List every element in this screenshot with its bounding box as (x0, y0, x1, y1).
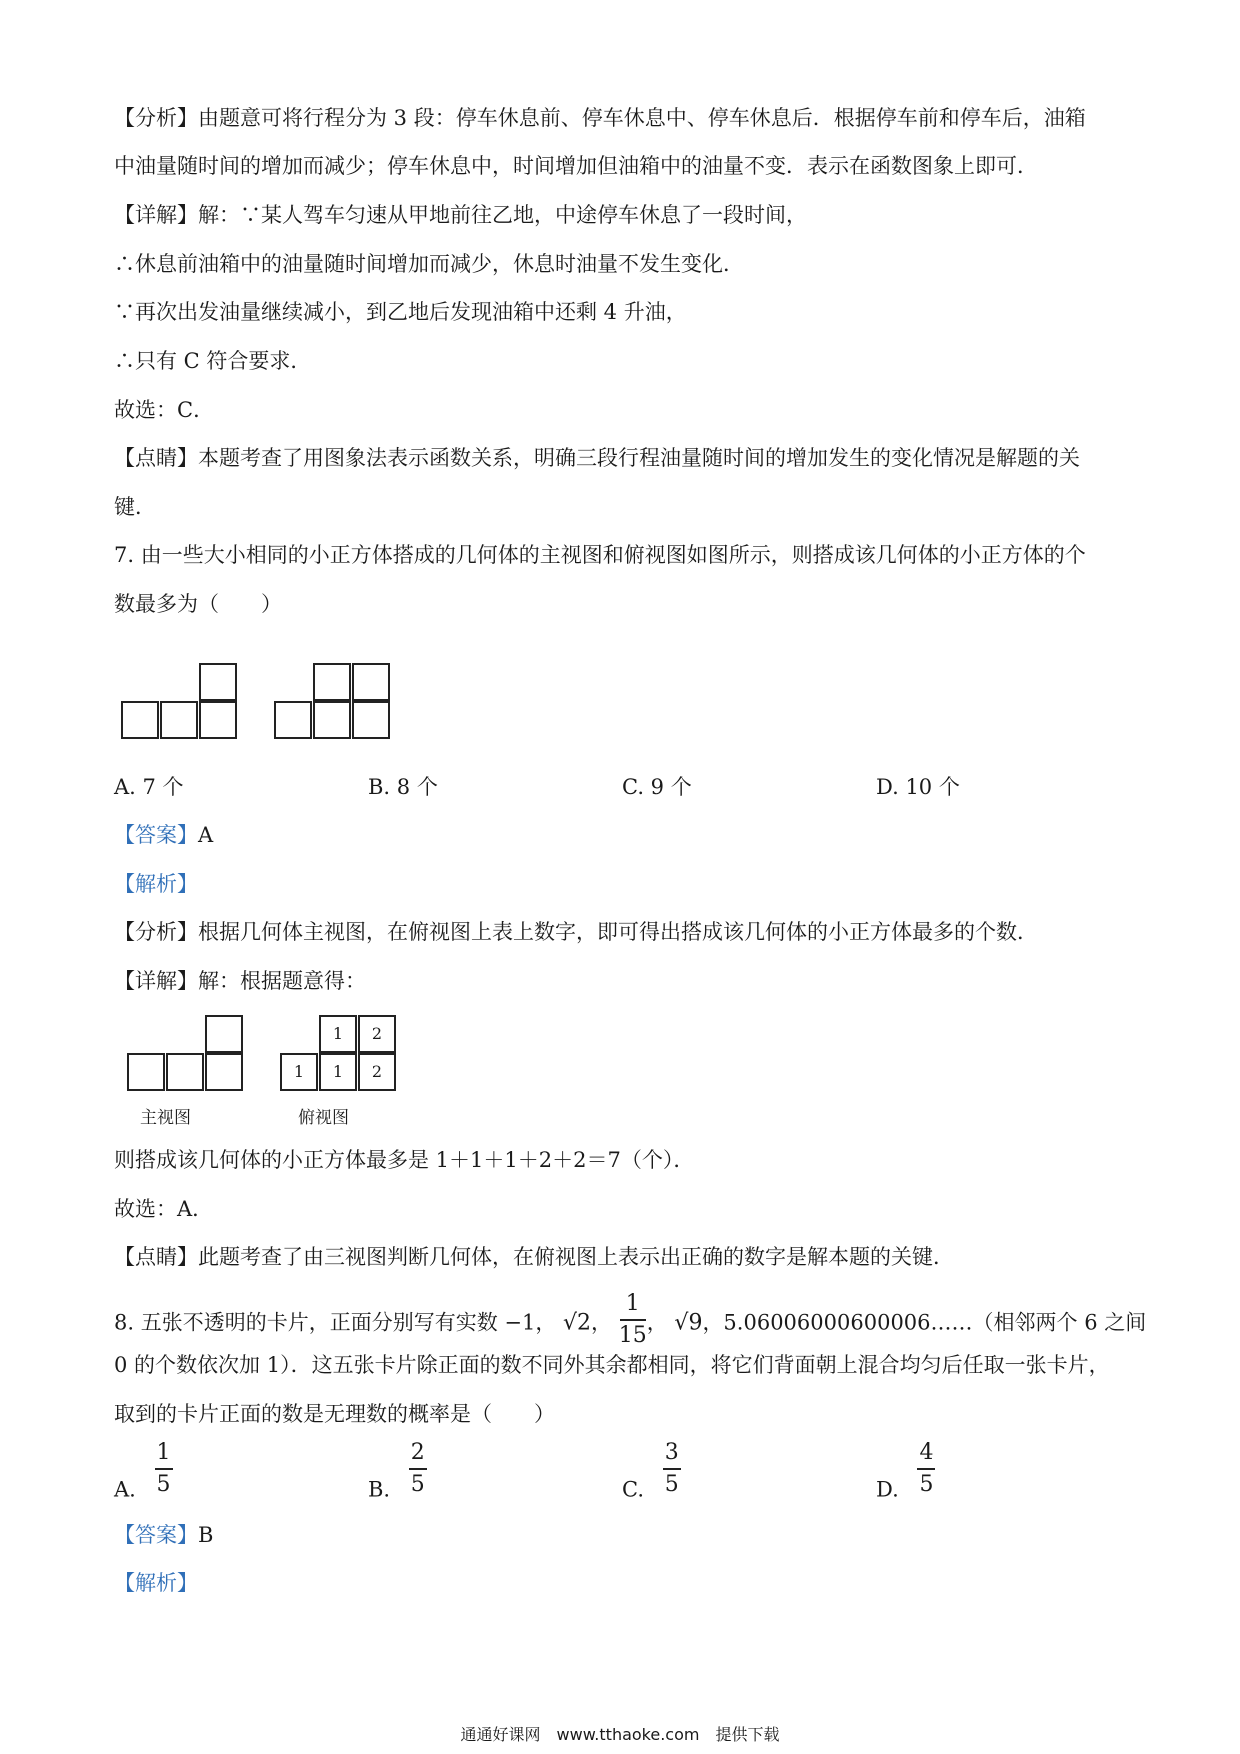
q7-choice: 故选：A． (114, 1197, 214, 1221)
sqrt-9: √9 (674, 1310, 703, 1336)
choice-line: 故选：C． (114, 398, 215, 422)
q7-option-a: A. 7 个 (114, 775, 184, 799)
q8-stem-line-2: 0 的个数依次加 1）．这五张卡片除正面的数不同外其余都相同，将它们背面朝上混合均匀后任取一张卡片， (114, 1353, 1110, 1377)
q8-stem-line-1: 8. 五张不透明的卡片，正面分别写有实数 −1， √2， $\frac{1}{15}$ ， √9，5.06006000600006……（相邻两个 6 之间 (114, 1291, 1147, 1348)
q8-option-b: B. $\frac{2}{5}$ (368, 1440, 425, 1502)
top-view-number: 1 (332, 1024, 344, 1043)
q7-answer: 【答案】A (114, 823, 214, 847)
top-view-number: 1 (293, 1062, 305, 1081)
q7-option-b: B. 8 个 (368, 775, 438, 799)
q8-stem-line-3: 取到的卡片正面的数是无理数的概率是（ ） (114, 1402, 555, 1426)
page-footer: 通通好课网 www.tthaoke.com 提供下载 (460, 1725, 780, 1744)
q7-remark: 【点睛】此题考查了由三视图判断几何体，在俯视图上表示出正确的数字是解本题的关键． (114, 1245, 954, 1269)
q7-stem-line-1: 7. 由一些大小相同的小正方体搭成的几何体的主视图和俯视图如图所示，则搭成该几何体的小正方体的个 (114, 543, 1086, 567)
analysis-line-2: 中油量随时间的增加而减少；停车休息中，时间增加但油箱中的油量不变．表示在函数图象上即可． (114, 154, 1038, 178)
top-view-number: 2 (371, 1062, 383, 1081)
q7-detail: 【详解】解：根据题意得： (114, 969, 366, 993)
top-view-label: 俯视图 (298, 1108, 349, 1128)
q7-analysis: 【分析】根据几何体主视图，在俯视图上表上数字，即可得出搭成该几何体的小正方体最多的个数． (114, 920, 1038, 944)
top-view-number: 2 (371, 1024, 383, 1043)
detail-line-4: ∴只有 C 符合要求． (114, 349, 312, 373)
q7-option-c: C. 9 个 (622, 775, 692, 799)
detail-line-2: ∴休息前油箱中的油量随时间增加而减少，休息时油量不发生变化． (114, 252, 744, 276)
q8-option-d: D. $\frac{4}{5}$ (876, 1440, 934, 1502)
q7-calculation: 则搭成该几何体的小正方体最多是 1＋1＋1＋2＋2＝7（个）． (114, 1148, 695, 1172)
remark-line-1: 【点睛】本题考查了用图象法表示函数关系，明确三段行程油量随时间的增加发生的变化情况是解题的关 (114, 446, 1080, 470)
detail-line-3: ∵再次出发油量继续减小，到乙地后发现油箱中还剩 4 升油， (114, 300, 687, 324)
q8-option-a: A. $\frac{1}{5}$ (114, 1440, 171, 1502)
q7-option-d: D. 10 个 (876, 775, 960, 799)
q8-option-c: C. $\frac{3}{5}$ (622, 1440, 679, 1502)
analysis-line-1: 【分析】由题意可将行程分为 3 段：停车休息前、停车休息中、停车休息后．根据停车前和停车后，油箱 (114, 106, 1086, 130)
top-view-number: 1 (332, 1062, 344, 1081)
remark-line-2: 键． (114, 495, 156, 519)
front-view-label: 主视图 (140, 1108, 191, 1128)
fraction-1-15: $\frac{1}{15}$ (618, 1291, 647, 1348)
detail-line-1: 【详解】解：∵某人驾车匀速从甲地前往乙地，中途停车休息了一段时间， (114, 203, 807, 227)
q8-jiexi-label: 【解析】 (114, 1571, 198, 1595)
q8-answer: 【答案】B (114, 1523, 214, 1547)
q7-jiexi-label: 【解析】 (114, 872, 198, 896)
sqrt-2: √2 (563, 1310, 592, 1336)
q7-stem-line-2: 数最多为（ ） (114, 592, 282, 616)
